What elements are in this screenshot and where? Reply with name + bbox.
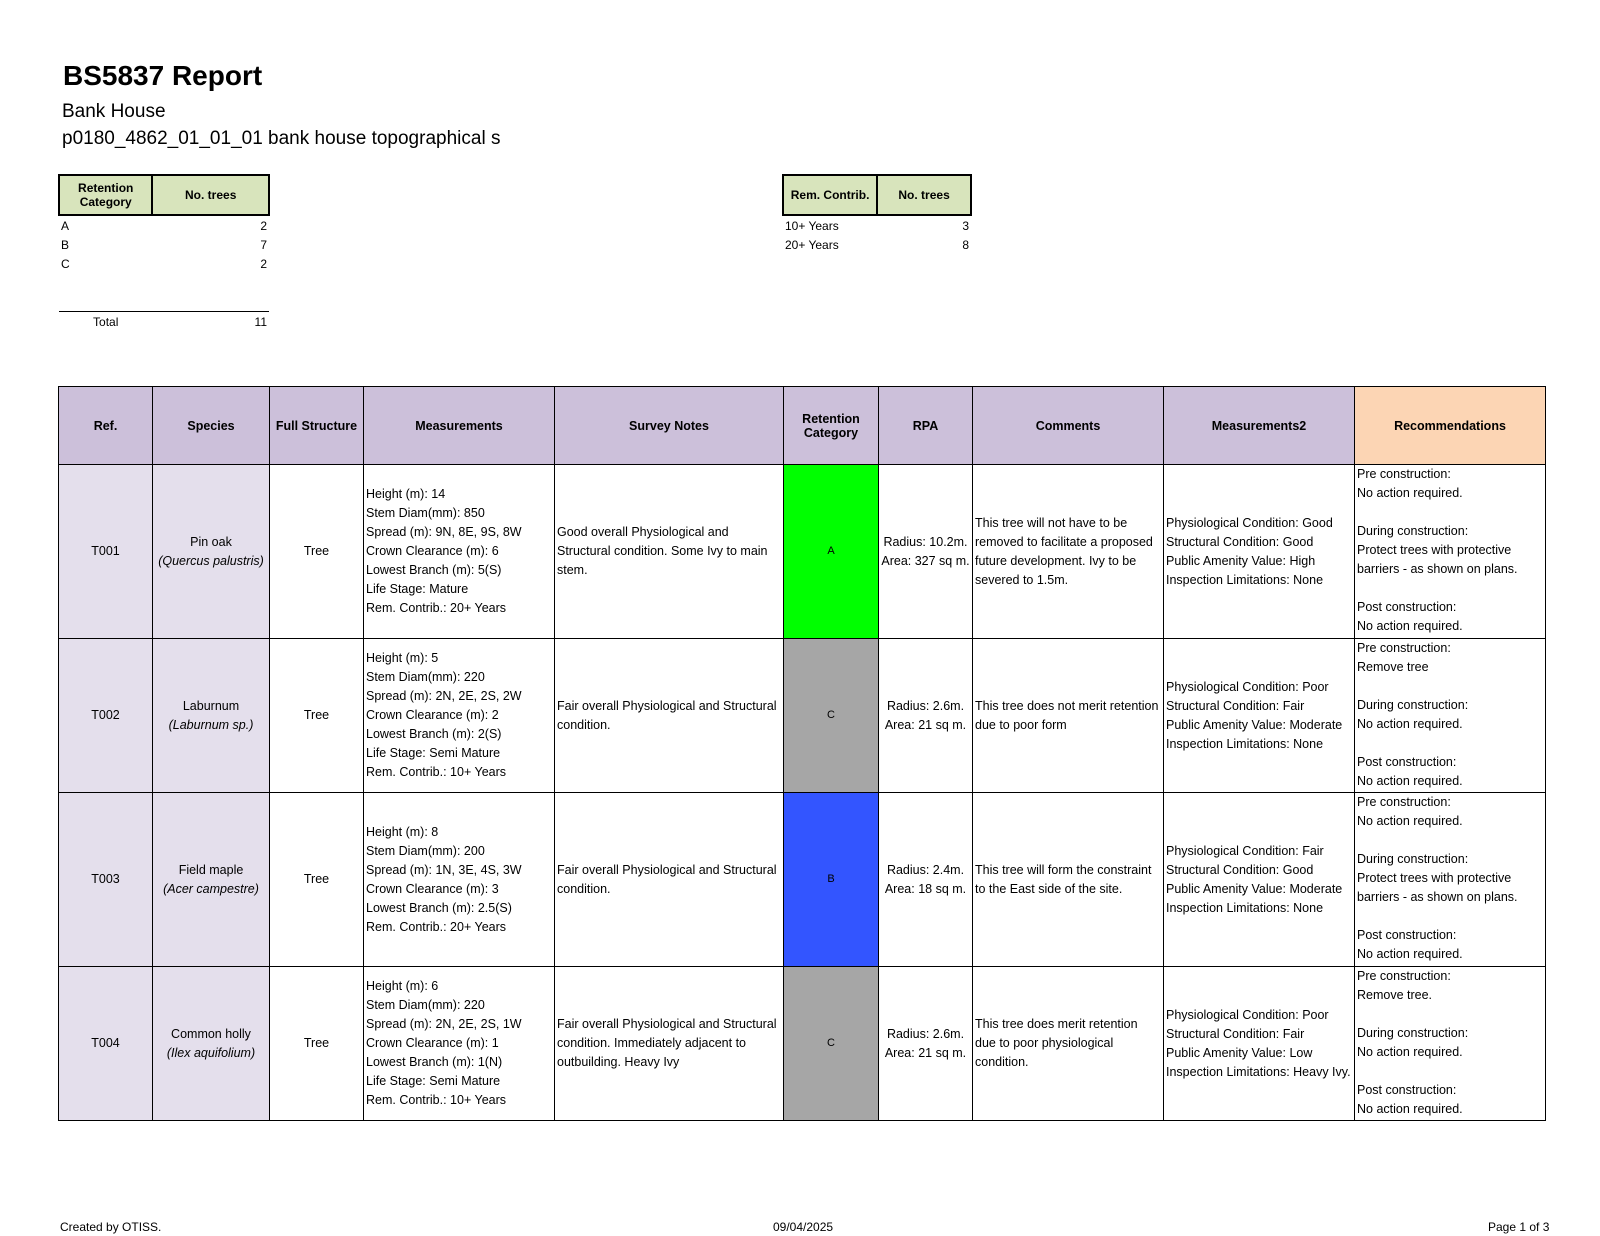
tree-measurements: Height (m): 5 Stem Diam(mm): 220 Spread (m): 2N, 2E, 2S, 2W Crown Clearance (m): 2 Lowest Branch (m): 2(S) Life Stage: Semi Mature Rem. Contrib.: 10+ Years (364, 639, 555, 793)
contribution-summary-row (783, 215, 971, 235)
species-latin-name: (Acer campestre) (163, 881, 259, 896)
footer-page-number: Page 1 of 3 (1488, 1220, 1550, 1234)
retention-summary-category: C (61, 256, 70, 271)
site-name: Bank House (62, 101, 166, 122)
header-species: Species (153, 387, 270, 465)
tree-species (153, 793, 270, 967)
header-structure: Full Structure (270, 387, 364, 465)
tree-ref: T001 (59, 465, 153, 639)
footer-date: 09/04/2025 (773, 1220, 834, 1234)
tree-retention-category: C (784, 639, 879, 793)
species-common-name: Common holly (171, 1026, 251, 1041)
species-common-name: Pin oak (190, 534, 232, 549)
species-common-name: Laburnum (182, 698, 240, 713)
tree-recommendations: Pre construction: Remove tree During construction: No action required. Post construction: No action required. (1355, 639, 1546, 793)
tree-recommendations: Pre construction: No action required. During construction: Protect trees with protective barriers - as shown on plans. Post construction: No action required. (1355, 793, 1546, 967)
retention-summary-header-category: Retention Category (59, 175, 152, 215)
tree-structure: Tree (270, 465, 364, 639)
retention-summary-category: B (61, 237, 70, 252)
header-retention-category: Retention Category (784, 387, 879, 465)
table-row (59, 465, 1546, 639)
retention-summary-row (59, 235, 269, 254)
retention-summary-count: 2 (260, 218, 267, 233)
contribution-summary-row (783, 235, 971, 254)
tree-ref: T002 (59, 639, 153, 793)
contribution-summary-label: 10+ Years (785, 218, 839, 233)
tree-survey-notes: Good overall Physiological and Structural condition. Some Ivy to main stem. (555, 465, 784, 639)
contribution-summary-header-label: Rem. Contrib. (783, 175, 877, 215)
tree-retention-category: A (784, 465, 879, 639)
tree-rpa: Radius: 2.4m. Area: 18 sq m. (879, 793, 973, 967)
tree-survey-table (58, 386, 1546, 1121)
tree-retention-category: C (784, 967, 879, 1121)
header-measurements: Measurements (364, 387, 555, 465)
tree-comments: This tree will form the constraint to the East side of the site. (973, 793, 1164, 967)
tree-species (153, 465, 270, 639)
contribution-summary-label: 20+ Years (785, 237, 839, 252)
species-latin-name: (Laburnum sp.) (168, 717, 254, 732)
header-survey-notes: Survey Notes (555, 387, 784, 465)
tree-measurements: Height (m): 6 Stem Diam(mm): 220 Spread (m): 2N, 2E, 2S, 1W Crown Clearance (m): 1 Lowest Branch (m): 1(N) Life Stage: Semi Mature Rem. Contrib.: 10+ Years (364, 967, 555, 1121)
tree-measurements: Height (m): 14 Stem Diam(mm): 850 Spread (m): 9N, 8E, 9S, 8W Crown Clearance (m): 6 Lowest Branch (m): 5(S) Life Stage: Mature Rem. Contrib.: 20+ Years (364, 465, 555, 639)
drawing-name: p0180_4862_01_01_01 bank house topographical s (62, 128, 501, 149)
retention-summary-category: A (61, 218, 70, 233)
header-rpa: RPA (879, 387, 973, 465)
tree-structure: Tree (270, 639, 364, 793)
header-measurements2: Measurements2 (1164, 387, 1355, 465)
species-common-name: Field maple (178, 862, 244, 877)
retention-summary-header-count: No. trees (152, 175, 269, 215)
tree-survey-notes: Fair overall Physiological and Structural condition. (555, 793, 784, 967)
table-header-row (59, 387, 1546, 465)
tree-structure: Tree (270, 793, 364, 967)
tree-ref: T003 (59, 793, 153, 967)
retention-summary-total: 11 (152, 312, 269, 332)
header-comments: Comments (973, 387, 1164, 465)
contribution-summary-count: 3 (962, 218, 969, 233)
footer-created-by: Created by OTISS. (60, 1220, 162, 1234)
tree-comments: This tree will not have to be removed to facilitate a proposed future development. Ivy to be severed to 1.5m. (973, 465, 1164, 639)
tree-measurements2: Physiological Condition: Poor Structural Condition: Fair Public Amenity Value: Moderate Inspection Limitations: None (1164, 639, 1355, 793)
tree-comments: This tree does merit retention due to poor physiological condition. (973, 967, 1164, 1121)
tree-measurements2: Physiological Condition: Poor Structural Condition: Fair Public Amenity Value: Low Inspection Limitations: Heavy Ivy. (1164, 967, 1355, 1121)
table-row (59, 639, 1546, 793)
tree-measurements: Height (m): 8 Stem Diam(mm): 200 Spread (m): 1N, 3E, 4S, 3W Crown Clearance (m): 3 Lowest Branch (m): 2.5(S) Rem. Contrib.: 20+ Years (364, 793, 555, 967)
retention-summary-row (59, 215, 269, 235)
contribution-summary-count: 8 (962, 237, 969, 252)
contribution-summary-table (782, 174, 972, 254)
contribution-summary-header-count: No. trees (877, 175, 971, 215)
tree-recommendations: Pre construction: Remove tree. During construction: No action required. Post construction: No action required. (1355, 967, 1546, 1121)
tree-comments: This tree does not merit retention due to poor form (973, 639, 1164, 793)
species-latin-name: (Ilex aquifolium) (166, 1045, 256, 1060)
retention-summary-table (58, 174, 270, 331)
retention-summary-total-row (59, 312, 269, 332)
tree-species (153, 967, 270, 1121)
tree-measurements2: Physiological Condition: Good Structural Condition: Good Public Amenity Value: High Inspection Limitations: None (1164, 465, 1355, 639)
header-ref: Ref. (59, 387, 153, 465)
tree-rpa: Radius: 10.2m. Area: 327 sq m. (879, 465, 973, 639)
retention-summary-row (59, 254, 269, 273)
header-recommendations: Recommendations (1355, 387, 1546, 465)
tree-retention-category: B (784, 793, 879, 967)
retention-summary-count: 2 (260, 256, 267, 271)
species-latin-name: (Quercus palustris) (158, 553, 264, 568)
report-title: BS5837 Report (63, 60, 263, 91)
tree-survey-notes: Fair overall Physiological and Structural condition. (555, 639, 784, 793)
tree-rpa: Radius: 2.6m. Area: 21 sq m. (879, 967, 973, 1121)
tree-ref: T004 (59, 967, 153, 1121)
tree-survey-notes: Fair overall Physiological and Structural condition. Immediately adjacent to outbuilding. Heavy Ivy (555, 967, 784, 1121)
table-row (59, 793, 1546, 967)
tree-species (153, 639, 270, 793)
tree-recommendations: Pre construction: No action required. During construction: Protect trees with protective barriers - as shown on plans. Post construction: No action required. (1355, 465, 1546, 639)
table-row (59, 967, 1546, 1121)
retention-summary-total-label: Total (59, 312, 152, 332)
retention-summary-count: 7 (260, 237, 267, 252)
tree-rpa: Radius: 2.6m. Area: 21 sq m. (879, 639, 973, 793)
tree-measurements2: Physiological Condition: Fair Structural Condition: Good Public Amenity Value: Moderate Inspection Limitations: None (1164, 793, 1355, 967)
tree-structure: Tree (270, 967, 364, 1121)
